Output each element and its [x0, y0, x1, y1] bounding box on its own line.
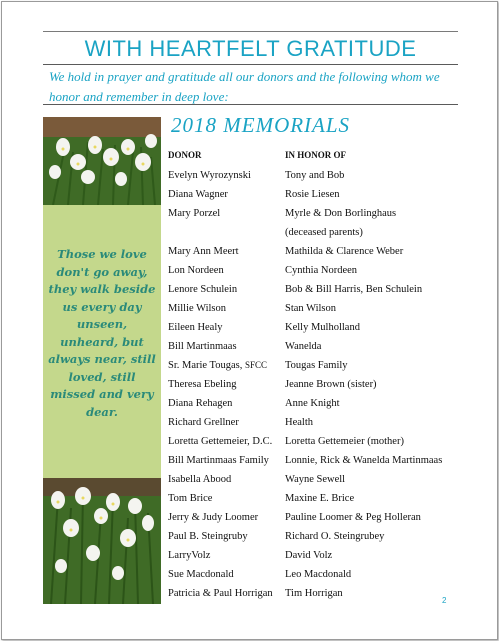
honoree-name: (deceased parents) [285, 227, 363, 238]
memorial-row [168, 413, 468, 432]
memorial-row [168, 299, 468, 318]
page-title: WITH HEARTFELT GRATITUDE [84, 36, 417, 61]
honoree-name: Loretta Gettemeier (mother) [285, 436, 404, 447]
memorial-row [168, 261, 468, 280]
donor-name: Sr. Marie Tougas, [168, 360, 243, 371]
donor-name: Bill Martinmaas [168, 341, 237, 352]
top-rule [43, 31, 458, 32]
memorial-row [168, 185, 468, 204]
memorial-row [168, 451, 468, 470]
memorial-row [168, 242, 468, 261]
honoree-name: Jeanne Brown (sister) [285, 379, 377, 390]
title-rule [43, 64, 458, 65]
memorial-list [168, 166, 468, 603]
memorial-row [168, 470, 468, 489]
memorial-row [168, 204, 468, 223]
honoree-name: Wayne Sewell [285, 474, 346, 485]
honoree-name: Kelly Mulholland [285, 322, 360, 333]
honoree-name: Tony and Bob [285, 170, 345, 181]
intro-text: We hold in prayer and gratitude all our donors and the following whom we honor and remember in deep love: [49, 69, 440, 104]
memorial-row [168, 432, 468, 451]
donor-name: Diana Wagner [168, 189, 228, 200]
honoree-name: Tougas Family [285, 360, 348, 371]
donor-suffix: SFCC [244, 360, 267, 370]
donor-name: Mary Ann Meert [168, 246, 239, 257]
honoree-name: Stan Wilson [285, 303, 337, 314]
honoree-name: David Volz [285, 550, 333, 561]
donor-name: Tom Brice [168, 493, 213, 504]
honoree-name: Maxine E. Brice [285, 493, 355, 504]
honoree-name: Leo Macdonald [285, 569, 352, 580]
donor-name: LarryVolz [168, 550, 211, 561]
page-number: 2 [442, 596, 447, 605]
memorial-row [168, 508, 468, 527]
donor-name: Evelyn Wyrozynski [168, 170, 251, 181]
iris-photo-bottom [43, 478, 161, 604]
honoree-name: Health [285, 417, 313, 428]
honoree-name: Cynthia Nordeen [285, 265, 358, 276]
honoree-name: Tim Horrigan [285, 588, 343, 599]
donor-name: Lenore Schulein [168, 284, 238, 295]
honoree-name: Bob & Bill Harris, Ben Schulein [285, 284, 423, 295]
memorial-row [168, 527, 468, 546]
donor-name: Theresa Ebeling [168, 379, 237, 390]
honoree-name: Rosie Liesen [285, 189, 340, 200]
intro-rule [43, 104, 458, 105]
donor-name: Isabella Abood [168, 474, 232, 485]
honoree-name: Pauline Loomer & Peg Holleran [285, 512, 421, 523]
memorial-quote: Those we love don't go away, they walk beside us every day unseen, unheard, but always near, still loved, still missed and very dear. [48, 247, 156, 419]
donor-name: Jerry & Judy Loomer [168, 512, 259, 523]
honoree-name: Anne Knight [285, 398, 340, 409]
memorial-row [168, 489, 468, 508]
memorial-row [168, 375, 468, 394]
donor-name: Diana Rehagen [168, 398, 233, 409]
memorial-row [168, 223, 468, 242]
honoree-name: Mathilda & Clarence Weber [285, 246, 404, 257]
donor-column-header: DONOR [168, 150, 202, 160]
donor-name: Millie Wilson [168, 303, 227, 314]
donor-name: Loretta Gettemeier, D.C. [168, 436, 273, 447]
memorials-heading: 2018 MEMORIALS [171, 113, 351, 137]
honor-column-header: IN HONOR OF [285, 150, 347, 160]
donor-name: Mary Porzel [168, 208, 221, 219]
memorial-row [168, 394, 468, 413]
memorial-row [168, 356, 468, 375]
donor-name-with-suffix [168, 356, 267, 375]
honoree-name: Richard O. Steingrubey [285, 531, 385, 542]
memorial-row [168, 565, 468, 584]
donor-name: Paul B. Steingruby [168, 531, 248, 542]
memorial-row [168, 337, 468, 356]
donor-name: Bill Martinmaas Family [168, 455, 269, 466]
iris-photo-top [43, 117, 161, 205]
donor-name: Lon Nordeen [168, 265, 224, 276]
memorial-row [168, 166, 468, 185]
honoree-name: Wanelda [285, 341, 322, 352]
memorial-row [168, 318, 468, 337]
memorial-row [168, 584, 468, 603]
memorial-row [168, 546, 468, 565]
honoree-name: Lonnie, Rick & Wanelda Martinmaas [285, 455, 443, 466]
donor-name: Sue Macdonald [168, 569, 234, 580]
honoree-name: Myrle & Don Borlinghaus [285, 208, 397, 219]
donor-name: Eileen Healy [168, 322, 223, 333]
donor-name: Richard Grellner [168, 417, 239, 428]
donor-name: Patricia & Paul Horrigan [168, 588, 273, 599]
memorial-row [168, 280, 468, 299]
